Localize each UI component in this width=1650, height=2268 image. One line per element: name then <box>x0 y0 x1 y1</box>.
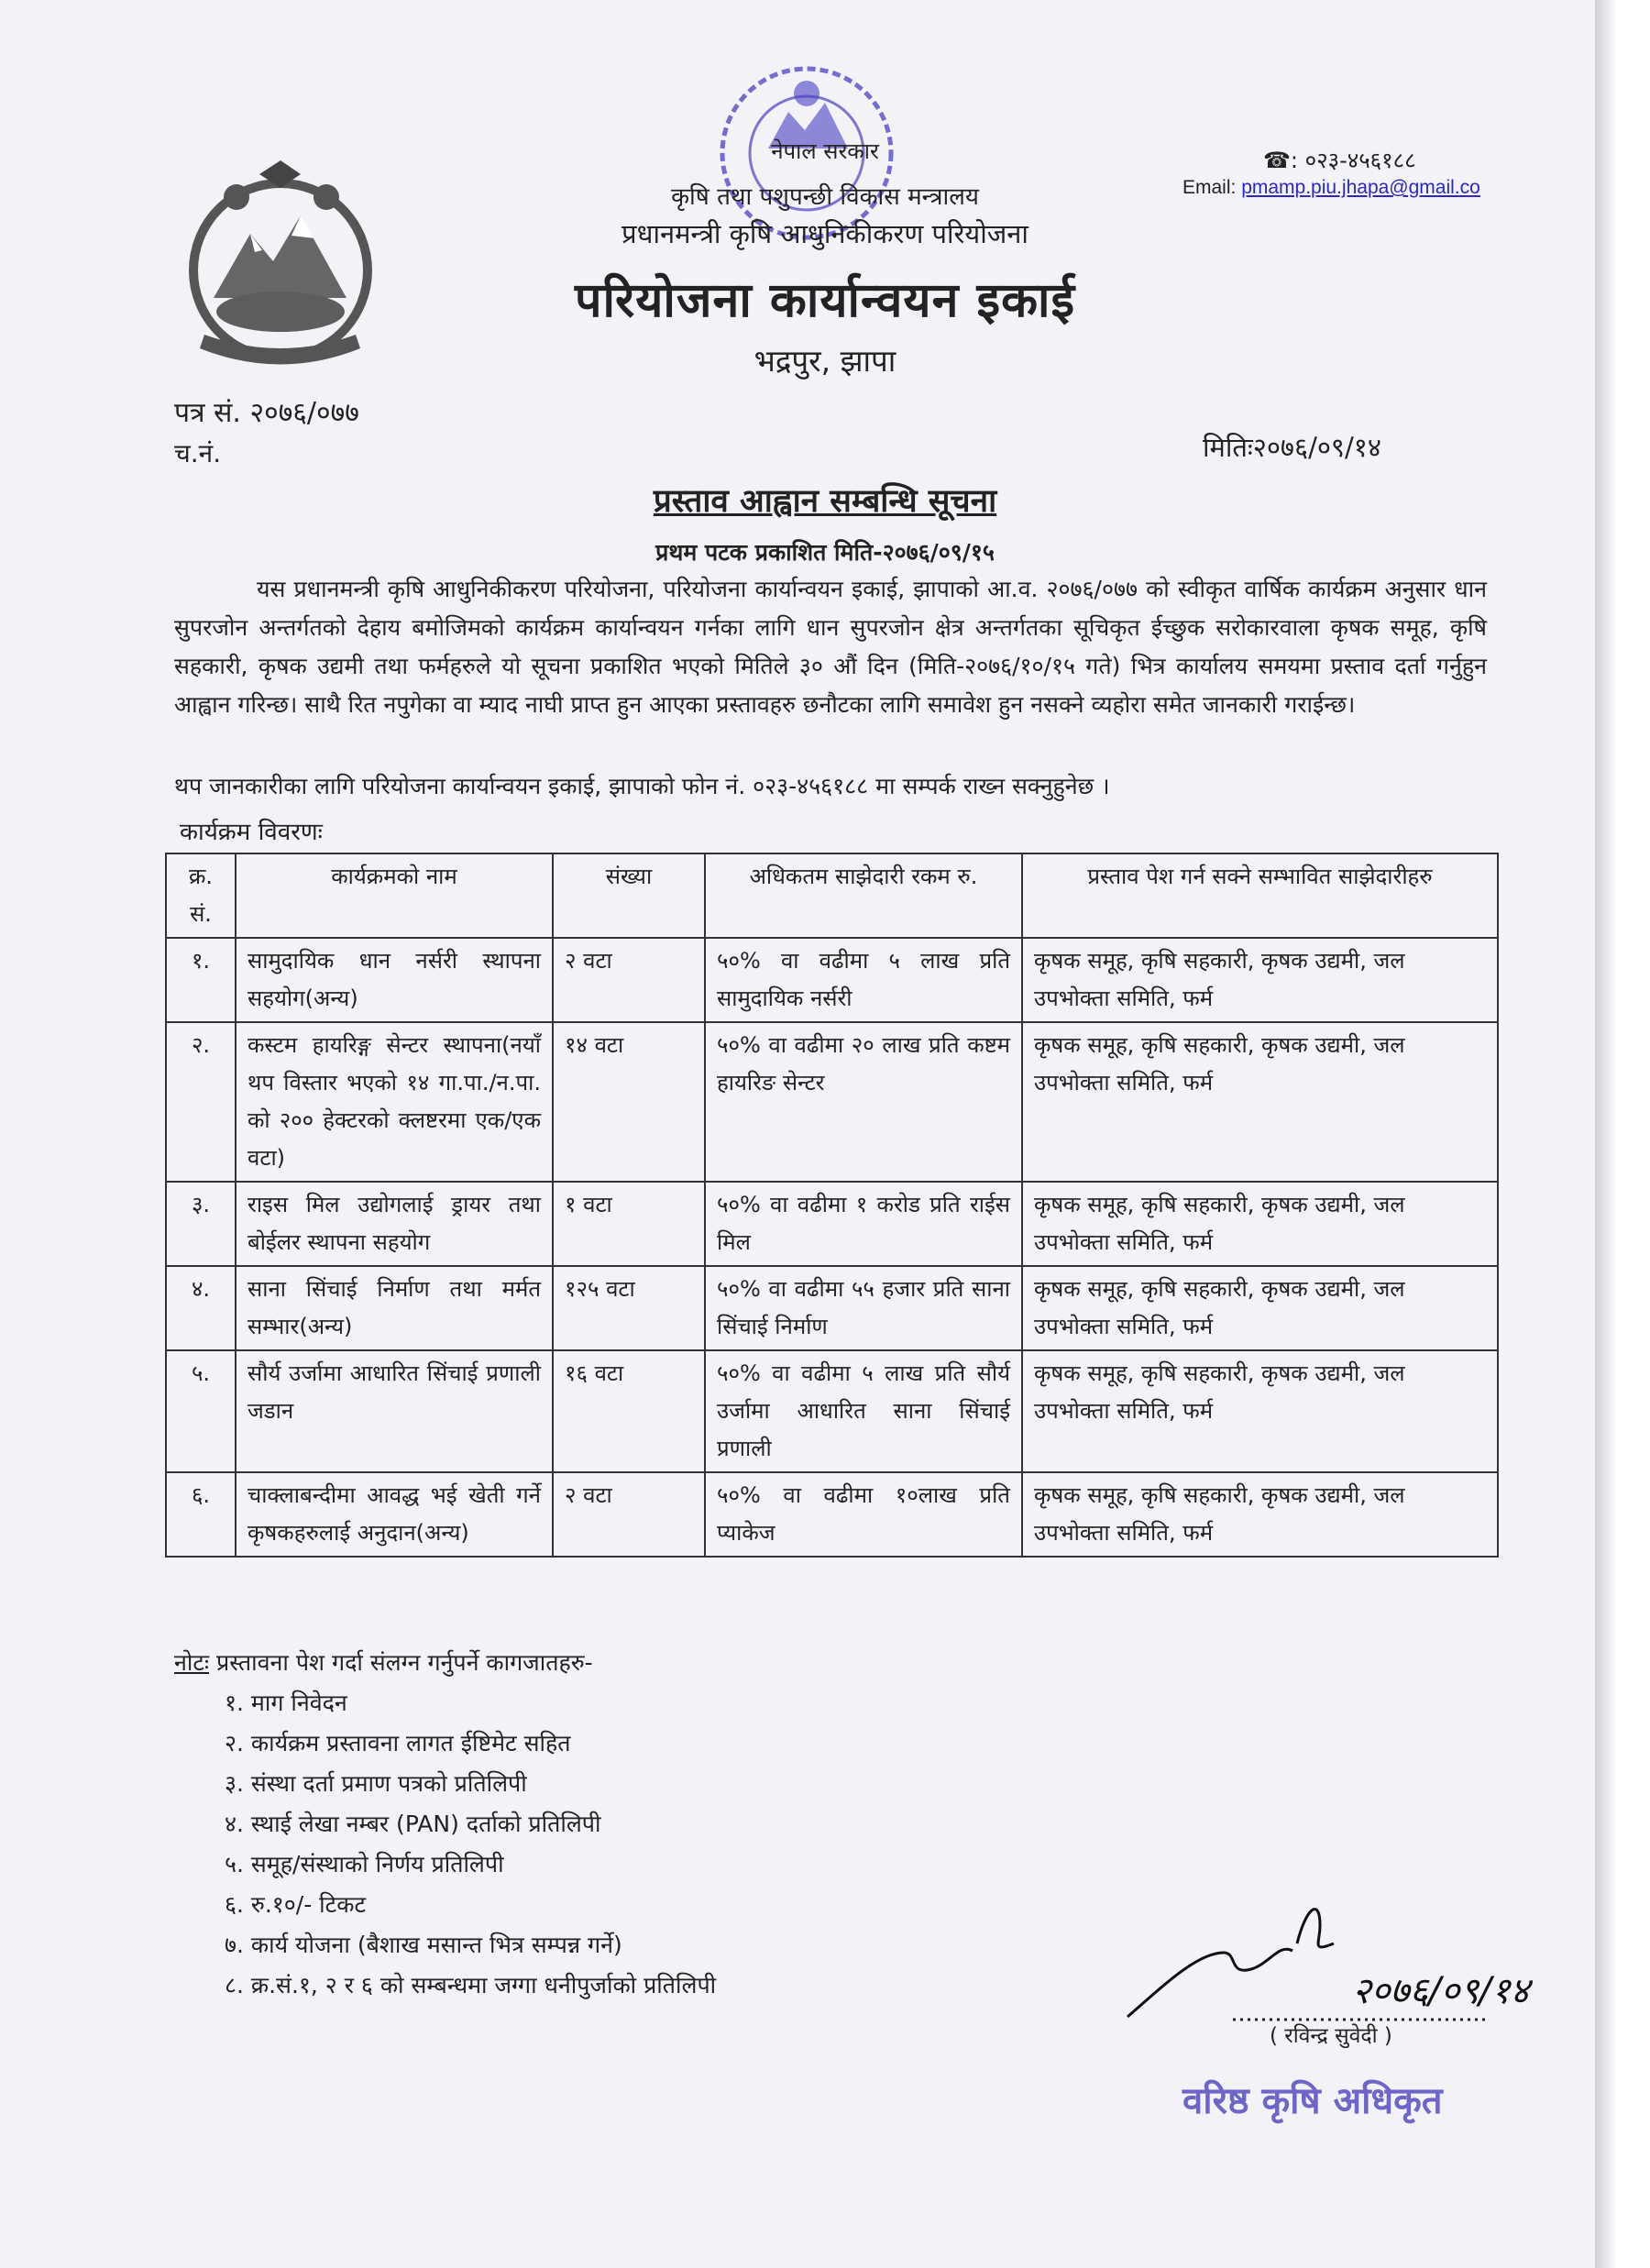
table-row <box>166 1350 1498 1472</box>
location: भद्रपुर, झापा <box>754 343 896 379</box>
notice-paragraph: यस प्रधानमन्त्री कृषि आधुनिकीकरण परियोजना, परियोजना कार्यान्वयन इकाई, झापाको आ.व. २०७६/०७७ को स्वीकृत वार्षिक कार्यक्रम अनुसार धान सुपरजोन अन्तर्गतको देहाय बमोजिमको कार्यक्रम कार्यान्वयन गर्नका लागि धान सुपरजोन क्षेत्र अन्तर्गतका सूचिकृत ईच्छुक सरोकारवाला कृषक समूह, कृषि सहकारी, कृषक उद्यमी तथा फर्महरुले यो सूचना प्रकाशित भएको मितिले ३० औं दिन (मिति-२०७६/१०/१५ गते) भित्र कार्यालय समयमा प्रस्ताव दर्ता गर्नुहुन आह्वान गरिन्छ। साथै रित नपुगेका वा म्याद नाघी प्राप्त हुन आएका प्रस्तावहरु छनौटका लागि समावेश हुन नसक्ने व्यहोरा समेत जानकारी गराईन्छ। <box>174 576 1487 718</box>
cell-count: २ वटा <box>553 1472 705 1557</box>
program-table <box>165 853 1499 1558</box>
cell-sn: ३. <box>166 1182 236 1266</box>
cell-partners: कृषक समूह, कृषि सहकारी, कृषक उद्यमी, जल उपभोक्ता समिति, फर्म <box>1022 1022 1498 1182</box>
cell-sn: ५. <box>166 1350 236 1472</box>
signatory-name: ( रविन्द्र सुवेदी ) <box>1270 2024 1392 2048</box>
col-header-amount: अधिकतम साझेदारी रकम रु. <box>705 853 1022 938</box>
reference-number: पत्र सं. २०७६/०७७ <box>174 397 359 429</box>
document-list <box>225 1683 716 2006</box>
email-label: Email: <box>1182 177 1237 198</box>
cell-name: सामुदायिक धान नर्सरी स्थापना सहयोग(अन्य) <box>236 938 553 1022</box>
cell-amount: ५०% वा वढीमा १ करोड प्रति राईस मिल <box>705 1182 1022 1266</box>
project-name: प्रधानमन्त्री कृषि आधुनिकीकरण परियोजना <box>622 218 1028 249</box>
col-header-sn: क्र. सं. <box>166 853 236 938</box>
col-header-name: कार्यक्रमको नाम <box>236 853 553 938</box>
contact-line: थप जानकारीका लागि परियोजना कार्यान्वयन इकाई, झापाको फोन नं. ०२३-४५६१८८ मा सम्पर्क राख्न सक्नुहुनेछ । <box>174 773 1110 799</box>
phone-line <box>1263 145 1416 175</box>
cell-name: राइस मिल उद्योगलाई ड्रायर तथा बोईलर स्थापना सहयोग <box>236 1182 553 1266</box>
table-row <box>166 1182 1498 1266</box>
cell-partners: कृषक समूह, कृषि सहकारी, कृषक उद्यमी, जल उपभोक्ता समिति, फर्म <box>1022 1350 1498 1472</box>
table-row <box>166 1472 1498 1557</box>
letter-date: मितिः२०७६/०९/१४ <box>1203 432 1381 463</box>
email-link[interactable]: pmamp.piu.jhapa@gmail.co <box>1241 177 1480 198</box>
notice-title: प्रस्ताव आह्वान सम्बन्धि सूचना <box>653 483 997 520</box>
dispatch-number: च.नं. <box>174 438 222 468</box>
cell-sn: ४. <box>166 1266 236 1350</box>
cell-sn: २. <box>166 1022 236 1182</box>
list-item: ४. स्थाई लेखा नम्बर (PAN) दर्ताको प्रतिलिपी <box>225 1811 601 1837</box>
cell-amount: ५०% वा वढीमा ५ लाख प्रति सामुदायिक नर्सरी <box>705 938 1022 1022</box>
list-item: ५. समूह/संस्थाको निर्णय प्रतिलिपी <box>225 1851 504 1877</box>
table-row <box>166 1022 1498 1182</box>
ministry-name: कृषि तथा पशुपन्छी विकास मन्त्रालय <box>671 183 979 211</box>
cell-amount: ५०% वा वढीमा ५ लाख प्रति सौर्य उर्जामा आधारित साना सिंचाई प्रणाली <box>705 1350 1022 1472</box>
cell-count: १२५ वटा <box>553 1266 705 1350</box>
cell-name: सौर्य उर्जामा आधारित सिंचाई प्रणाली जडान <box>236 1350 553 1472</box>
list-item: ७. कार्य योजना (बैशाख मसान्त भित्र सम्पन्न गर्ने) <box>225 1932 622 1958</box>
note-heading <box>174 1646 593 1678</box>
phone-number: ०२३-४५६१८८ <box>1304 148 1416 173</box>
col-header-count: संख्या <box>553 853 705 938</box>
table-row <box>166 938 1498 1022</box>
telephone-icon: ☎: <box>1263 148 1298 173</box>
cell-partners: कृषक समूह, कृषि सहकारी, कृषक उद्यमी, जल उपभोक्ता समिति, फर्म <box>1022 1182 1498 1266</box>
published-date: प्रथम पटक प्रकाशित मिति-२०७६/०९/१५ <box>655 539 995 566</box>
cell-partners: कृषक समूह, कृषि सहकारी, कृषक उद्यमी, जल उपभोक्ता समिति, फर्म <box>1022 1472 1498 1557</box>
table-row <box>166 1266 1498 1350</box>
list-item: ८. क्र.सं.१, २ र ६ को सम्बन्धमा जग्गा धनीपुर्जाको प्रतिलिपी <box>225 1972 717 1998</box>
cell-name: चाक्लाबन्दीमा आवद्ध भई खेती गर्ने कृषकहरुलाई अनुदान(अन्य) <box>236 1472 553 1557</box>
cell-count: १६ वटा <box>553 1350 705 1472</box>
unit-name: परियोजना कार्यान्वयन इकाई <box>575 273 1075 328</box>
cell-count: २ वटा <box>553 938 705 1022</box>
notice-body <box>174 570 1487 724</box>
program-heading: कार्यक्रम विवरणः <box>180 819 323 846</box>
designation-stamp: वरिष्ठ कृषि अधिकृत <box>1182 2080 1443 2122</box>
cell-count: १४ वटा <box>553 1022 705 1182</box>
cell-sn: ६. <box>166 1472 236 1557</box>
cell-sn: १. <box>166 938 236 1022</box>
list-item: ३. संस्था दर्ता प्रमाण पत्रको प्रतिलिपी <box>225 1770 527 1797</box>
cell-count: १ वटा <box>553 1182 705 1266</box>
cell-partners: कृषक समूह, कृषि सहकारी, कृषक उद्यमी, जल उपभोक्ता समिति, फर्म <box>1022 938 1498 1022</box>
cell-amount: ५०% वा वढीमा २० लाख प्रति कष्टम हायरिङ सेन्टर <box>705 1022 1022 1182</box>
cell-name: साना सिंचाई निर्माण तथा मर्मत सम्भार(अन्य) <box>236 1266 553 1350</box>
email-line <box>1182 177 1480 199</box>
cell-amount: ५०% वा वढीमा ५५ हजार प्रति साना सिंचाई निर्माण <box>705 1266 1022 1350</box>
govt-name: नेपाल सरकार <box>771 138 879 164</box>
cell-partners: कृषक समूह, कृषि सहकारी, कृषक उद्यमी, जल उपभोक्ता समिति, फर्म <box>1022 1266 1498 1350</box>
note-text: प्रस्तावना पेश गर्दा संलग्न गर्नुपर्ने कागजातहरु- <box>215 1649 593 1676</box>
list-item: २. कार्यक्रम प्रस्तावना लागत ईष्टिमेट सहित <box>225 1730 571 1756</box>
cell-name: कस्टम हायरिङ्ग सेन्टर स्थापना(नयाँ थप विस्तार भएको १४ गा.पा./न.पा. को २०० हेक्टरको क्लष्टरमा एक/एक वटा) <box>236 1022 553 1182</box>
table-header-row <box>166 853 1498 938</box>
col-header-partners: प्रस्ताव पेश गर्न सक्ने सम्भावित साझेदारीहरु <box>1022 853 1498 938</box>
note-label: नोटः <box>174 1649 210 1676</box>
handwritten-date: २०७६/०९/१४ <box>1352 1970 1530 2012</box>
signature-mark <box>1123 1888 1581 2031</box>
cell-amount: ५०% वा वढीमा १०लाख प्रति प्याकेज <box>705 1472 1022 1557</box>
list-item: १. माग निवेदन <box>225 1690 347 1716</box>
list-item: ६. रु.१०/- टिकट <box>225 1891 367 1918</box>
